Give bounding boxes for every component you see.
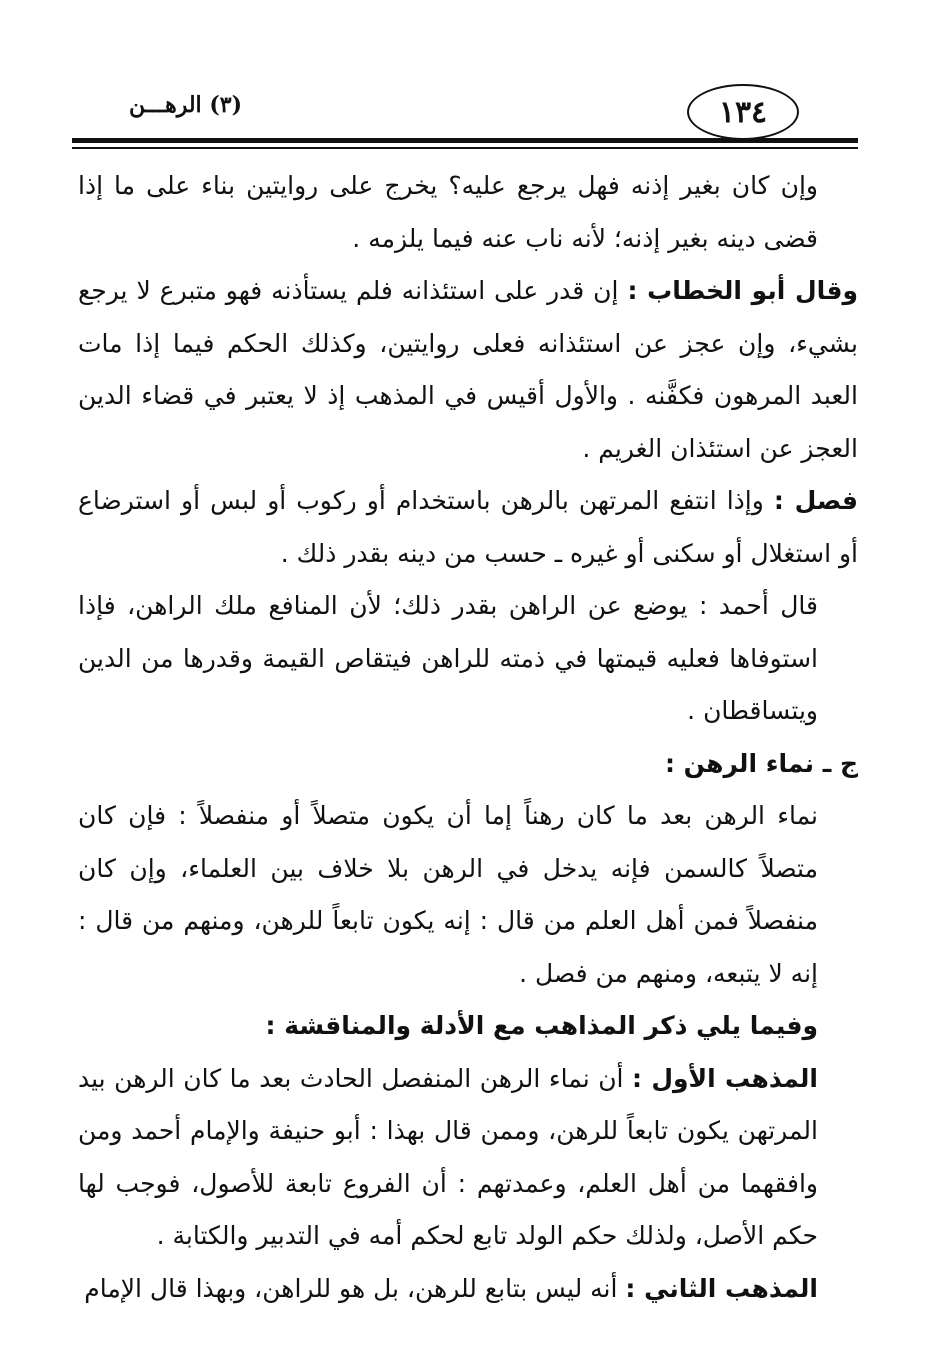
page-header (0, 0, 942, 150)
body-text (78, 160, 858, 1315)
paragraph-lead: وقال أبو الخطاب : (627, 276, 858, 305)
paragraph-text: قال أحمد : يوضع عن الراهن بقدر ذلك؛ لأن المنافع ملك الراهن، فإذا استوفاها فعليه قيمتها في ذمته للراهن فيتقاص القيمة وقدرها من الدين ويتساقطان . (78, 591, 818, 725)
page-number: ١٣٤ (687, 84, 799, 140)
paragraph-text: وإذا انتفع المرتهن بالرهن باستخدام أو ركوب أو لبس أو استرضاع أو استغلال أو سكنى أو غيره ـ حسب من دينه بقدر ذلك . (78, 486, 858, 568)
subheading: وفيما يلي ذكر المذاهب مع الأدلة والمناقشة : (265, 1011, 818, 1040)
header-rule-thin (72, 147, 858, 149)
paragraph-text: إن قدر على استئذانه فلم يستأذنه فهو متبرع لا يرجع بشيء، وإن عجز عن استئذانه فعلى روايتين، وكذلك الحكم فيما إذا مات العبد المرهون فكفَّنه . والأول أقيس في المذهب إذ لا يعتبر في قضاء الدين العجز عن استئذان الغريم . (78, 276, 858, 463)
paragraph-text: أنه ليس بتابع للرهن، بل هو للراهن، وبهذا قال الإمام (84, 1273, 626, 1303)
paragraph (78, 790, 858, 1000)
paragraph-text: أن نماء الرهن المنفصل الحادث بعد ما كان الرهن بيد المرتهن يكون تابعاً للرهن، وممن قال بهذا : أبو حنيفة والإمام أحمد ومن وافقهما من أهل العلم، وعمدتهم : أن الفروع تابعة للأصول، فوجب لها حكم الأصل، ولذلك حكم الولد تابع لحكم أمه في التدبير والكتابة . (78, 1063, 818, 1250)
paragraph (78, 265, 858, 475)
paragraph-lead: المذهب الثاني : (625, 1273, 818, 1303)
paragraph (78, 1263, 858, 1316)
paragraph-text: وإن كان بغير إذنه فهل يرجع عليه؟ يخرج على روايتين بناء على ما إذا قضى دينه بغير إذنه؛ لأنه ناب عنه فيما يلزمه . (78, 171, 818, 253)
paragraph-lead: المذهب الأول : (632, 1063, 818, 1093)
header-rule-thick (72, 138, 858, 143)
paragraph-lead: فصل : (773, 486, 858, 515)
paragraph (78, 1053, 858, 1263)
paragraph-text: نماء الرهن بعد ما كان رهناً إما أن يكون متصلاً أو منفصلاً : فإن كان متصلاً كالسمن فإنه يدخل في الرهن بلا خلاف بين العلماء، وإن كان منفصلاً فمن أهل العلم من قال : إنه يكون تابعاً للرهن، ومنهم من قال : إنه لا يتبعه، ومنهم من فصل . (78, 801, 818, 988)
paragraph (78, 475, 858, 580)
running-title: (٣) الرهـــن (129, 92, 242, 118)
paragraph (78, 580, 858, 738)
paragraph (78, 160, 858, 265)
section-heading: ج ـ نماء الرهن : (664, 748, 858, 778)
